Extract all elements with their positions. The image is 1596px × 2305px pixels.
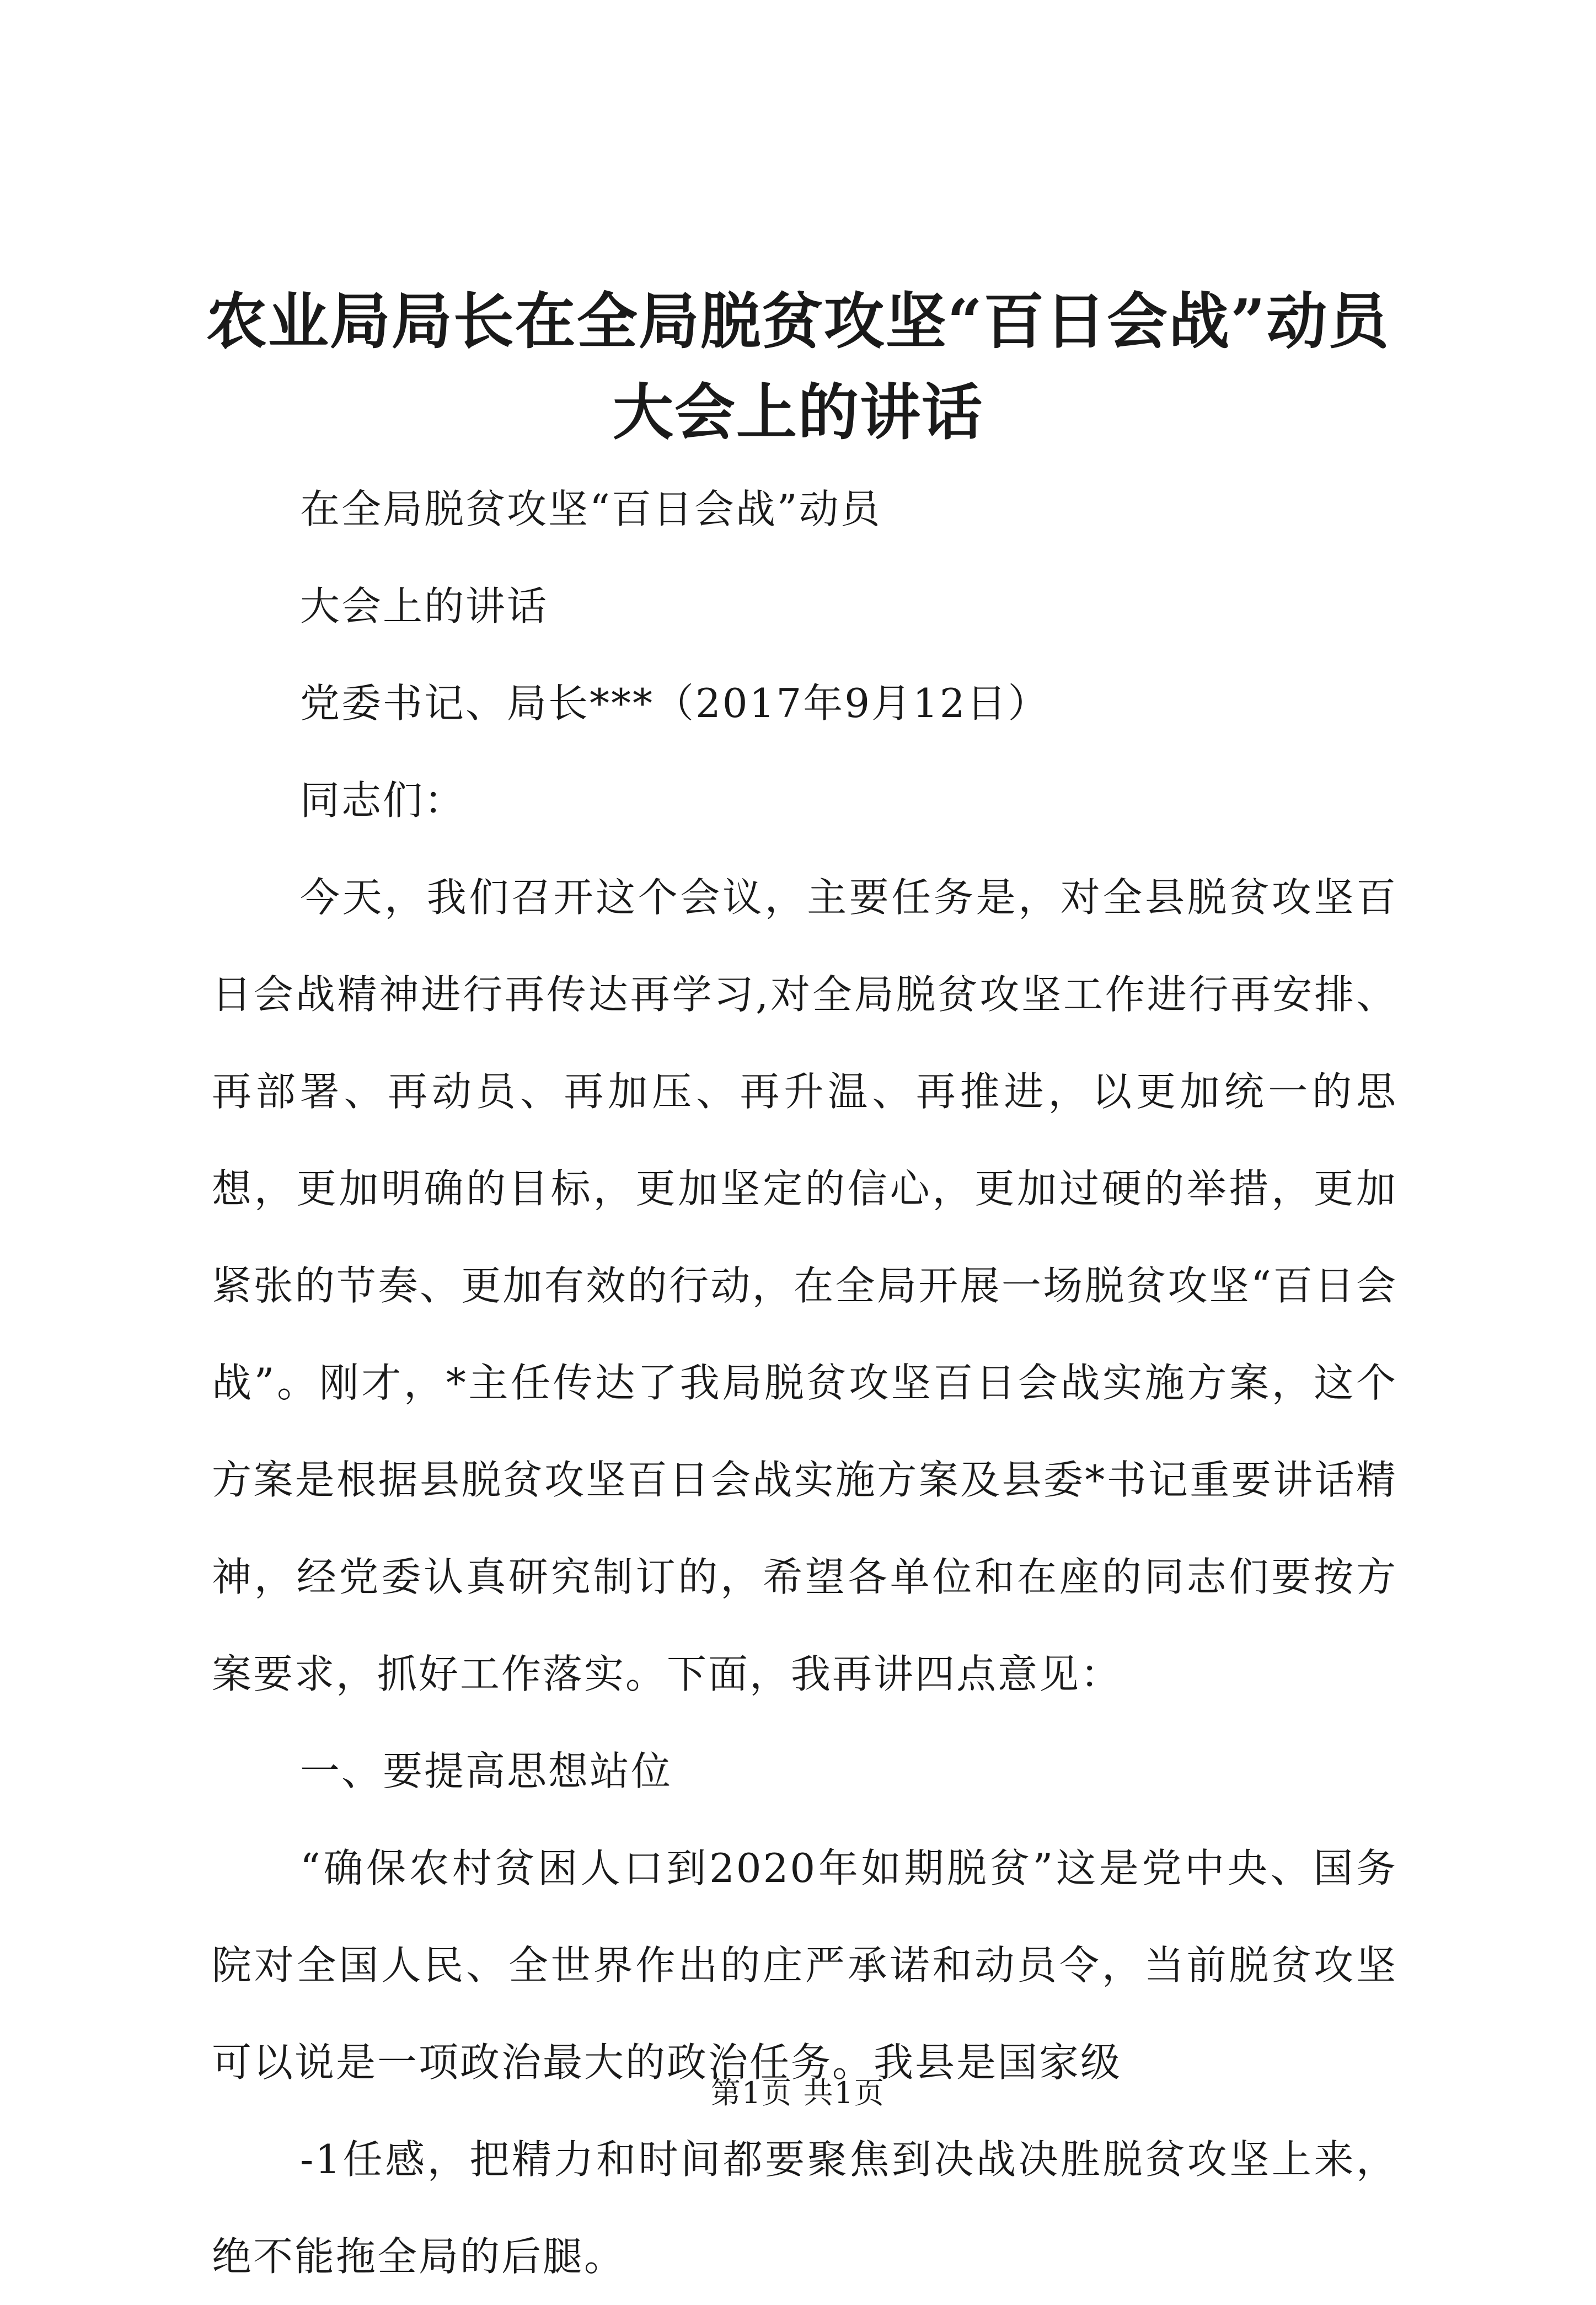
paragraph-intro: 今天，我们召开这个会议，主要任务是，对全县脱贫攻坚百日会战精神进行再传达再学习,对全局脱贫攻坚工作进行再安排、再部署、再动员、再加压、再升温、再推进，以更加统一的思想，更加明确的目标，更加坚定的信心，更加过硬的举措，更加紧张的节奏、更加有效的行动，在全局开展一场脱贫攻坚“百日会战”。刚才，*主任传达了我局脱贫攻坚百日会战实施方案，这个方案是根据县脱贫攻坚百日会战实施方案及县委*书记重要讲话精神，经党委认真研究制订的，希望各单位和在座的同志们要按方案要求，抓好工作落实。下面，我再讲四点意见： [212,874,1397,1697]
paragraph-fragment: -1任感，把精力和时间都要聚焦到决战决胜脱贫攻坚上来，绝不能拖全局的后腿。 [212,2136,1397,2280]
salutation: 同志们： [300,777,466,823]
section-heading-1: 一、要提高思想站位 [300,1748,673,1794]
speaker-line: 党委书记、局长***（2017年9月12日） [300,680,1049,726]
page-footer: 第1页 共1页 [711,2076,885,2110]
paragraph-section-1: “确保农村贫困人口到2020年如期脱贫”这是党中央、国务院对全国人民、全世界作出的庄严承诺和动员令，当前脱贫攻坚可以说是一项政治最大的政治任务。我县是国家级 [212,1845,1397,2085]
subtitle-line-2: 大会上的讲话 [300,583,549,629]
document-body [212,461,1397,2305]
subtitle-line-1: 在全局脱贫攻坚“百日会战”动员 [300,486,882,532]
document-title: 农业局局长在全局脱贫攻坚“百日会战”动员大会上的讲话 [206,286,1390,448]
